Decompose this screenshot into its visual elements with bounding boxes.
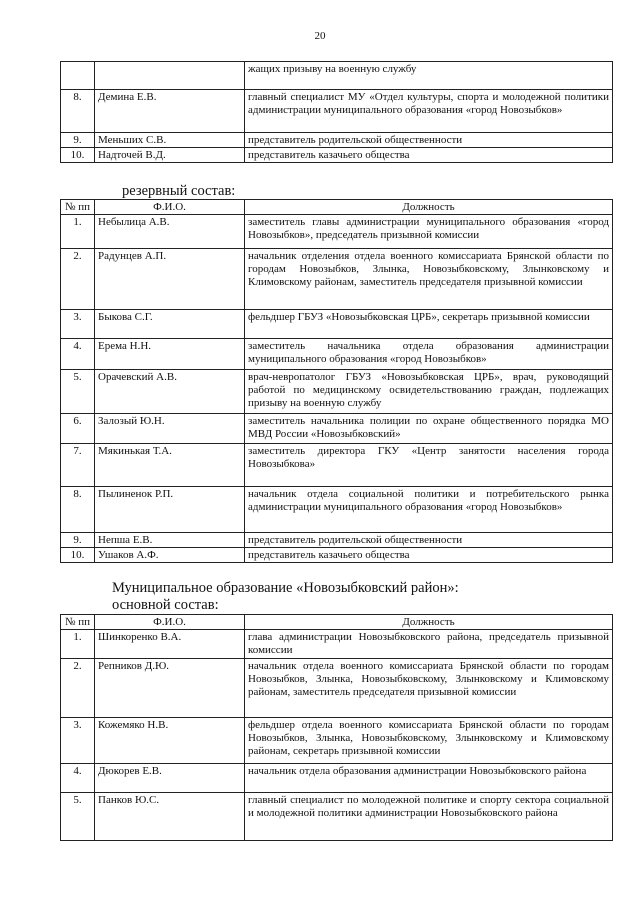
row-name: Панков Ю.С. [95,793,245,841]
row-position: фельдшер отдела военного комиссариата Брянской области по городам Новозыбков, Злынка, Новозыбковскому, Злынковскому и Климовскому районам, секретарь призывной комиссии [245,718,613,764]
row-name: Быкова С.Г. [95,310,245,339]
table-row [61,62,613,90]
table-row [61,133,613,148]
reserve-table [60,199,613,563]
row-name: Ушаков А.Ф. [95,548,245,563]
table-row [61,659,613,718]
reserve-heading: резервный состав: [122,183,236,199]
row-number: 1. [61,630,95,659]
header-name: Ф.И.О. [95,200,245,215]
table-header-row [61,200,613,215]
table-row [61,90,613,133]
row-number: 8. [61,90,95,133]
row-name: Ерема Н.Н. [95,339,245,370]
table-row [61,548,613,563]
header-position: Должность [245,200,613,215]
row-number [61,62,95,90]
row-name [95,62,245,90]
row-position: заместитель начальника отдела образования администрации муниципального образования «город Новозыбков» [245,339,613,370]
table-row [61,487,613,533]
row-name: Надточей В.Д. [95,148,245,163]
row-position: жащих призыву на военную службу [245,62,613,90]
table-row [61,339,613,370]
row-number: 8. [61,487,95,533]
header-number: № пп [61,615,95,630]
row-number: 9. [61,133,95,148]
row-number: 6. [61,414,95,444]
row-name: Орачевский А.В. [95,370,245,414]
table-header-row [61,615,613,630]
row-position: представитель казачьего общества [245,548,613,563]
row-position: главный специалист по молодежной политике и спорту сектора социальной и молодежной политики администрации Новозыбковского района [245,793,613,841]
table-row [61,370,613,414]
row-number: 4. [61,339,95,370]
table-row [61,444,613,487]
row-position: начальник отдела военного комиссариата Брянской области по городам Новозыбков, Злынка, Новозыбковскому, Злынковскому и Климовскому районам, заместитель председателя призывной комиссии [245,659,613,718]
table-row [61,793,613,841]
row-number: 10. [61,548,95,563]
row-position: врач-невропатолог ГБУЗ «Новозыбковская ЦРБ», врач, руководящий работой по медицинскому освидетельствованию граждан, подлежащих призыву на военную службу [245,370,613,414]
table-row [61,249,613,310]
row-name: Пылиненок Р.П. [95,487,245,533]
row-number: 5. [61,793,95,841]
row-number: 2. [61,659,95,718]
row-position: заместитель начальника полиции по охране общественного порядка МО МВД России «Новозыбковский» [245,414,613,444]
table-row [61,764,613,793]
table-row [61,718,613,764]
row-name: Мякинькая Т.А. [95,444,245,487]
table-row [61,630,613,659]
table-row [61,215,613,249]
row-number: 7. [61,444,95,487]
row-position: представитель казачьего общества [245,148,613,163]
row-number: 3. [61,718,95,764]
row-position: фельдшер ГБУЗ «Новозыбковская ЦРБ», секретарь призывной комиссии [245,310,613,339]
table-row [61,533,613,548]
row-name: Непша Е.В. [95,533,245,548]
row-position: начальник отдела социальной политики и потребительского рынка администрации муниципального образования «город Новозыбков» [245,487,613,533]
table-row [61,148,613,163]
row-position: начальник отдела образования администрации Новозыбковского района [245,764,613,793]
row-name: Репников Д.Ю. [95,659,245,718]
row-name: Демина Е.В. [95,90,245,133]
row-number: 1. [61,215,95,249]
row-name: Кожемяко Н.В. [95,718,245,764]
table-row [61,414,613,444]
row-number: 3. [61,310,95,339]
row-name: Залозый Ю.Н. [95,414,245,444]
row-position: заместитель главы администрации муниципального образования «город Новозыбков», председатель призывной комиссии [245,215,613,249]
row-number: 5. [61,370,95,414]
row-position: представитель родительской общественности [245,133,613,148]
row-position: начальник отделения отдела военного комиссариата Брянской области по городам Новозыбков, Злынка, Новозыбковскому, Злынковскому и Климовскому районам, заместитель председателя призывной комиссии [245,249,613,310]
row-position: главный специалист МУ «Отдел культуры, спорта и молодежной политики администрации муниципального образования «город Новозыбков» [245,90,613,133]
table-row [61,310,613,339]
page-number: 20 [314,30,326,42]
row-number: 9. [61,533,95,548]
row-position: представитель родительской общественности [245,533,613,548]
header-name: Ф.И.О. [95,615,245,630]
row-position: заместитель директора ГКУ «Центр занятости населения города Новозыбкова» [245,444,613,487]
row-name: Небылица А.В. [95,215,245,249]
row-position: глава администрации Новозыбковского района, председатель призывной комиссии [245,630,613,659]
top-table [60,61,613,163]
main-table [60,614,613,841]
header-position: Должность [245,615,613,630]
row-name: Дюкорев Е.В. [95,764,245,793]
row-number: 2. [61,249,95,310]
district-heading: Муниципальное образование «Новозыбковский район»: [112,580,459,596]
main-heading: основной состав: [112,597,219,613]
row-name: Радунцев А.П. [95,249,245,310]
row-name: Меньших С.В. [95,133,245,148]
row-number: 4. [61,764,95,793]
header-number: № пп [61,200,95,215]
row-number: 10. [61,148,95,163]
row-name: Шинкоренко В.А. [95,630,245,659]
